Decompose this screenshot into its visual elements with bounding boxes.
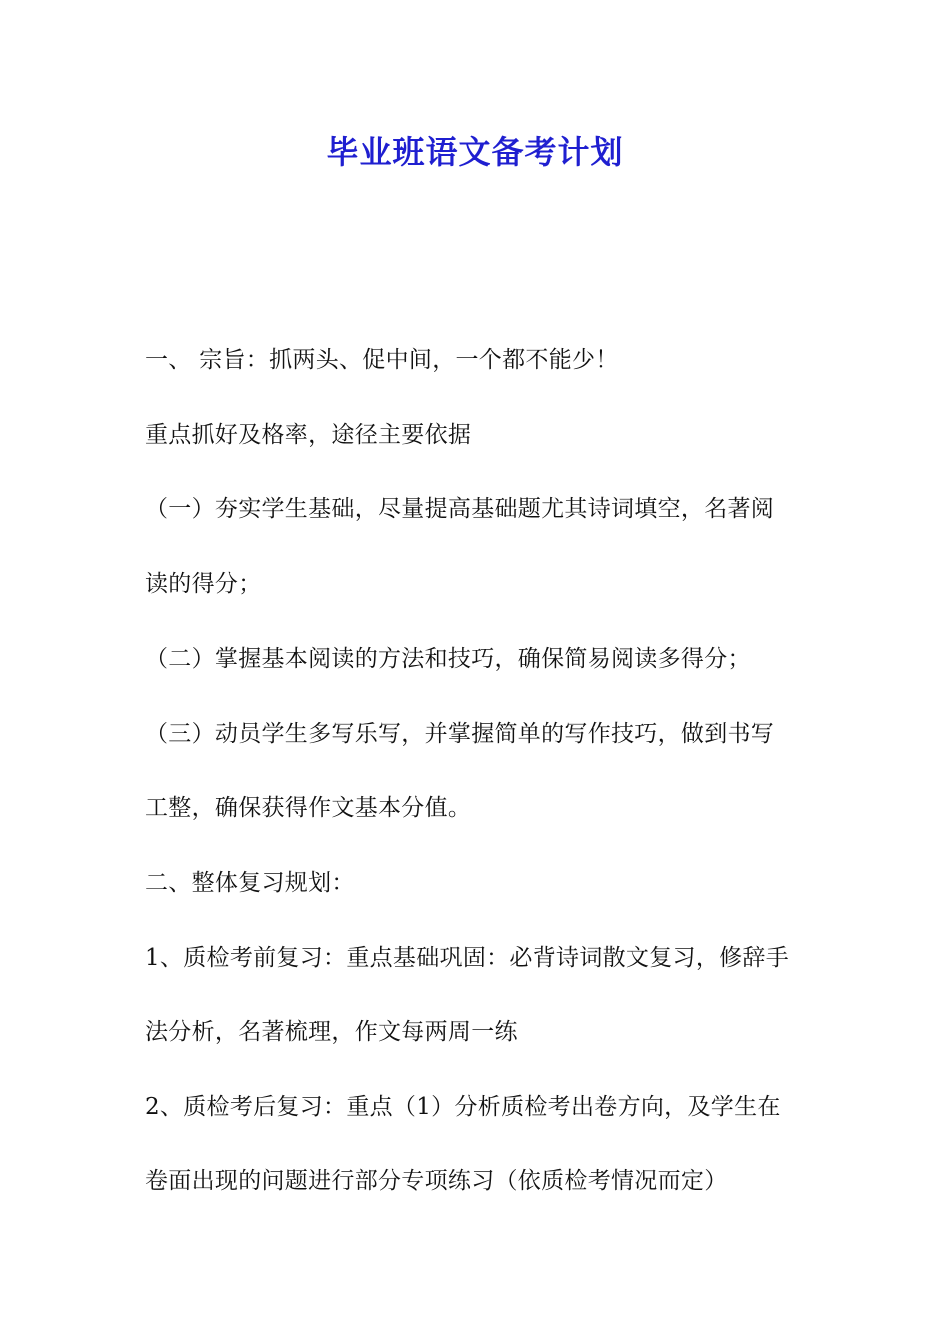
- paragraph-line: （一）夯实学生基础，尽量提高基础题尤其诗词填空，名著阅: [145, 496, 775, 522]
- paragraph-line: （三）动员学生多写乐写，并掌握简单的写作技巧，做到书写: [145, 721, 775, 747]
- document-title: 毕业班语文备考计划: [326, 133, 624, 171]
- paragraph-line: 1、质检考前复习：重点基础巩固：必背诗词散文复习，修辞手: [145, 945, 790, 971]
- paragraph-line: 二、整体复习规划：: [145, 870, 355, 896]
- paragraph-line: 2、质检考后复习：重点（1）分析质检考出卷方向，及学生在: [145, 1094, 781, 1120]
- paragraph-line: 读的得分；: [145, 571, 262, 597]
- paragraph-line: 重点抓好及格率，途径主要依据: [145, 422, 472, 448]
- paragraph-line: 一、 宗旨：抓两头、促中间，一个都不能少！: [145, 347, 619, 373]
- paragraph-line: 工整，确保获得作文基本分值。: [145, 795, 472, 821]
- paragraph-line: 法分析，名著梳理，作文每两周一练: [145, 1019, 518, 1045]
- paragraph-line: 卷面出现的问题进行部分专项练习（依质检考情况而定）: [145, 1168, 728, 1194]
- paragraph-line: （二）掌握基本阅读的方法和技巧，确保简易阅读多得分；: [145, 646, 751, 672]
